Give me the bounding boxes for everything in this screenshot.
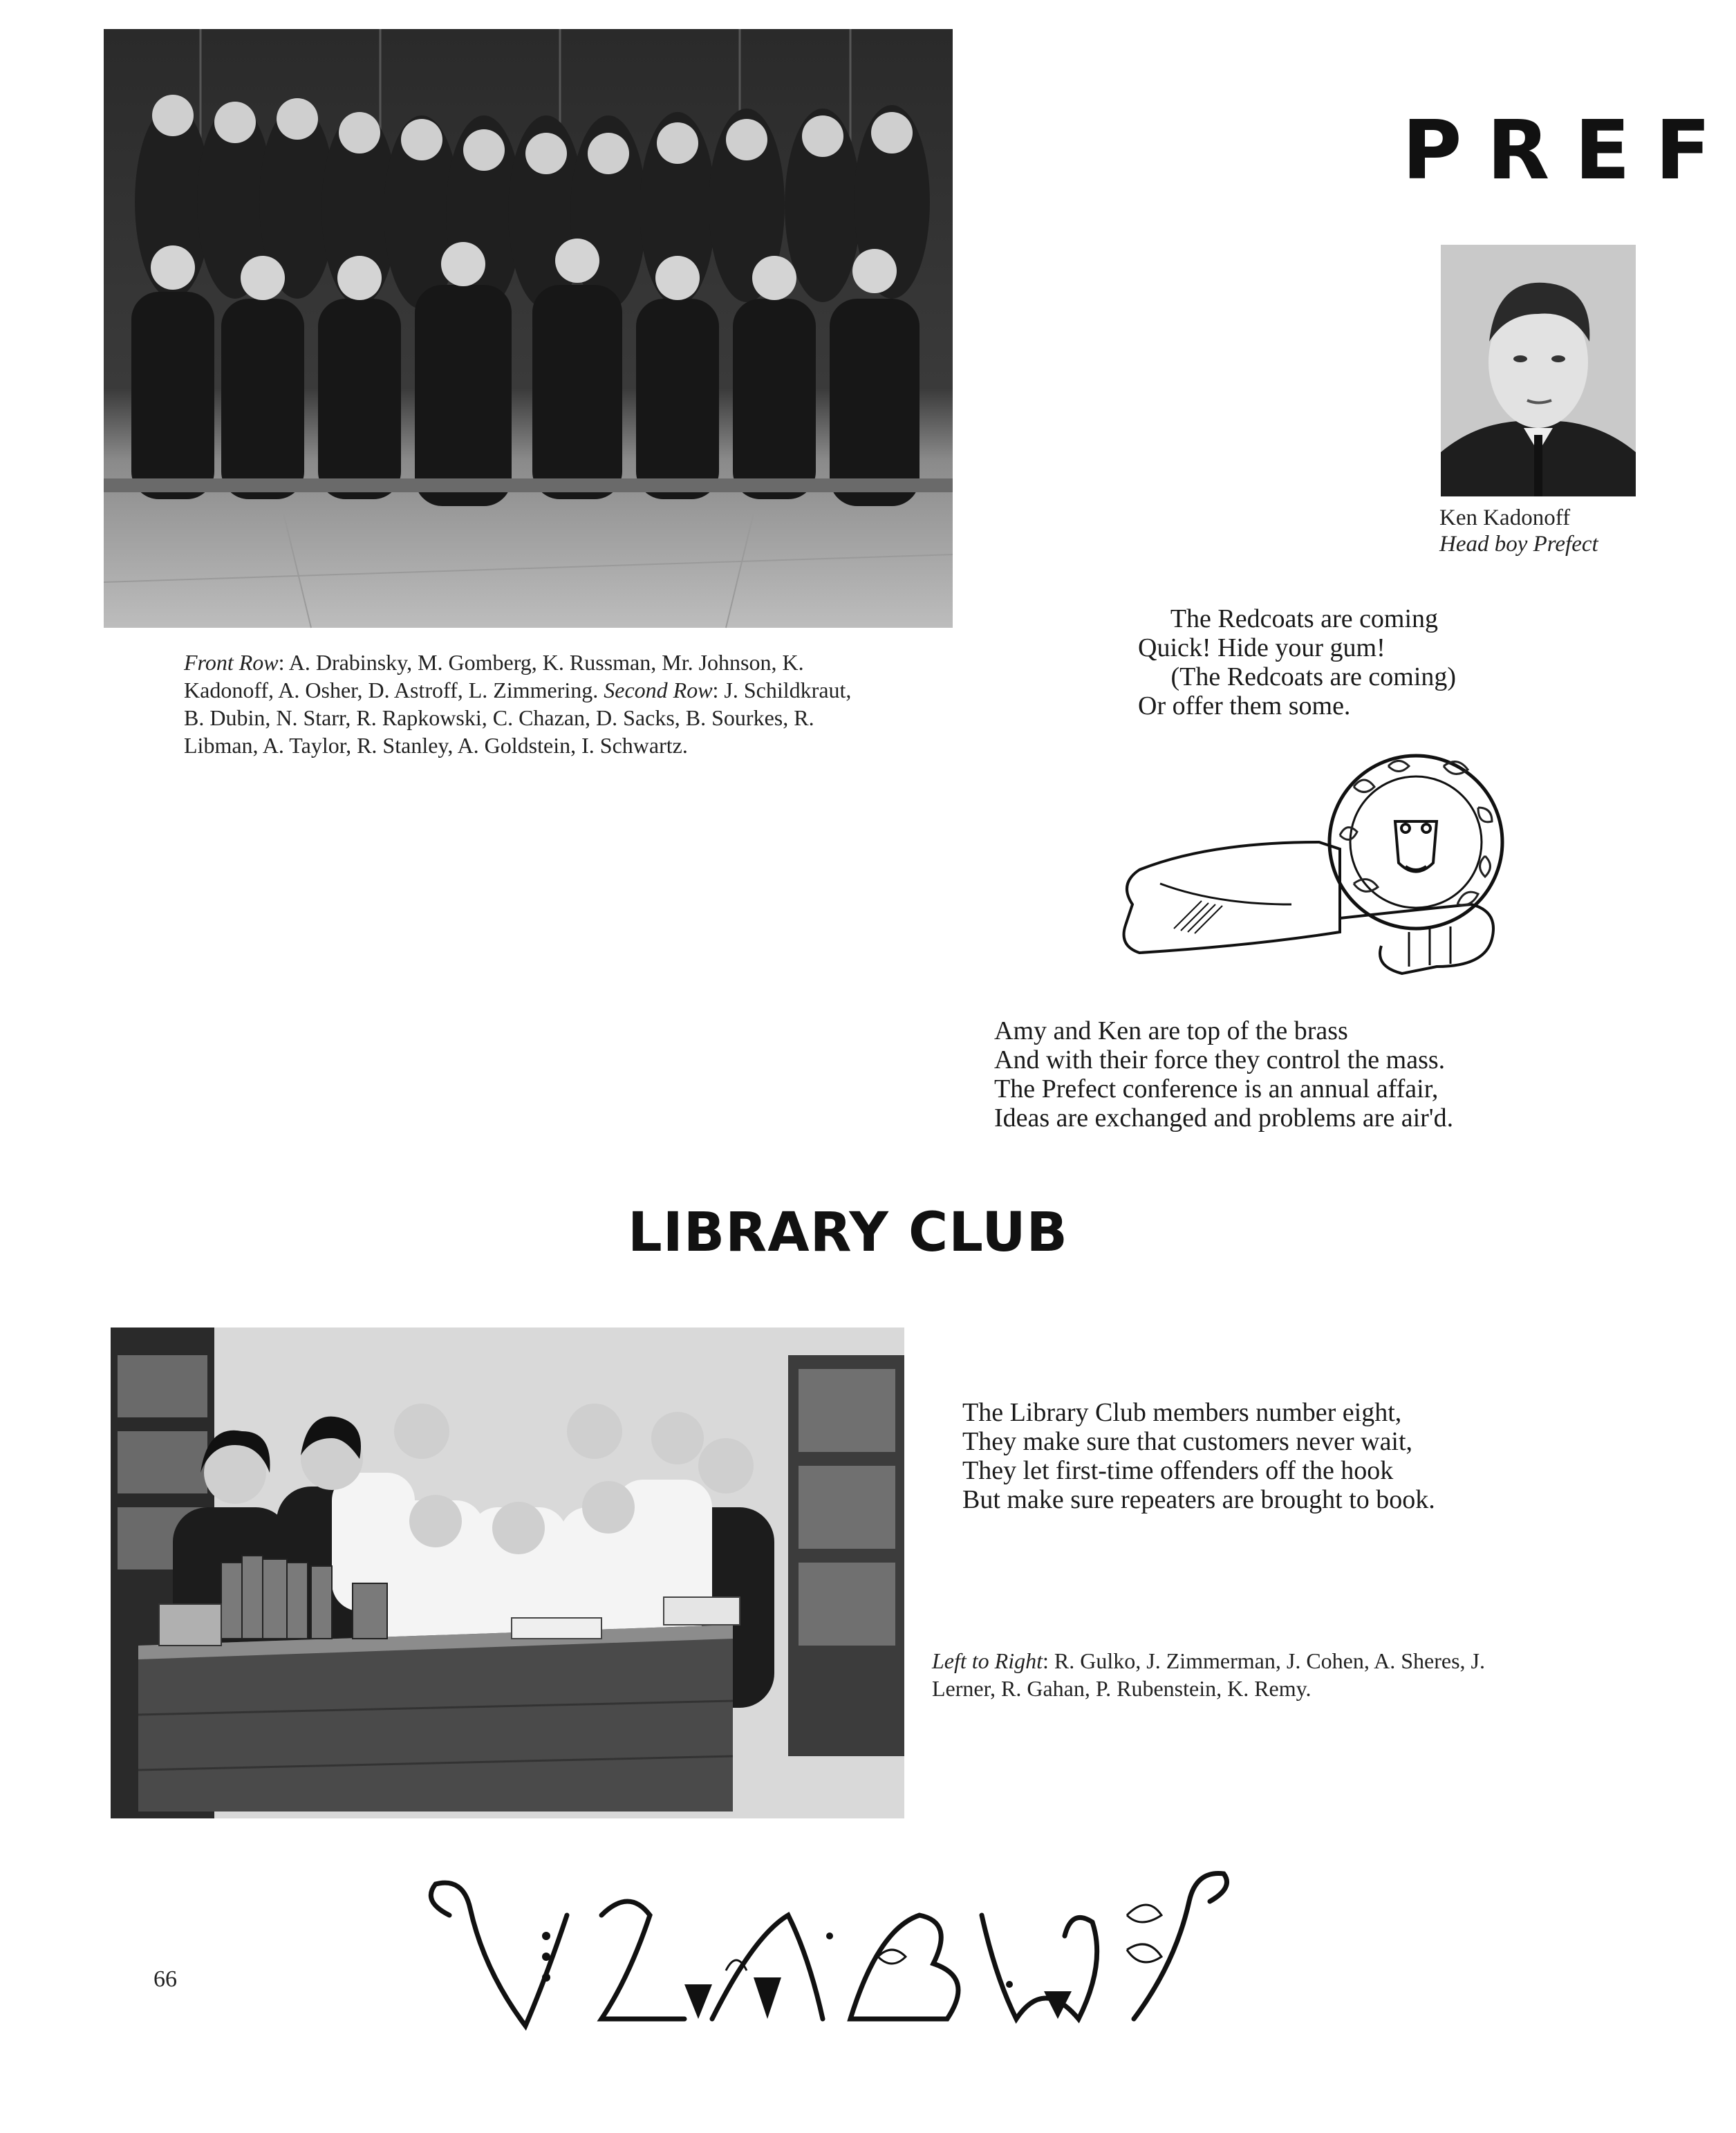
lion-illustration bbox=[1112, 745, 1506, 983]
second-row-label: Second Row bbox=[604, 678, 713, 702]
library-club-poem: The Library Club members number eight, They make sure that customers never wait, They let first-time offenders off the hook But make sure repeaters are brought to book. bbox=[962, 1398, 1435, 1514]
prefects-poem-2: Amy and Ken are top of the brass And with their force they control the mass. The Prefect conference is an annual affair, Ideas are exchanged and problems are air'd. bbox=[994, 1016, 1454, 1133]
prefects-caption bbox=[184, 649, 875, 759]
second-row-names: : J. Schildkraut, B. Dubin, N. Starr, R. Rapkowski, C. Chazan, D. Sacks, B. Sourkes, R. Libman, A. Taylor, R. Stanley, A. Goldstein, I. Schwartz. bbox=[184, 678, 852, 758]
library-club-caption bbox=[932, 1647, 1499, 1702]
page-number: 66 bbox=[153, 1966, 177, 1992]
library-club-names: : R. Gulko, J. Zimmerman, J. Cohen, A. Sheres, J. Lerner, R. Gahan, P. Rubenstein, K. Remy. bbox=[932, 1648, 1485, 1701]
section-title-library-club: LIBRARY CLUB bbox=[628, 1202, 1068, 1264]
left-to-right-label: Left to Right bbox=[932, 1648, 1043, 1673]
prefects-poem-1: The Redcoats are coming Quick! Hide your gum! (The Redcoats are coming) Or offer them some. bbox=[1138, 604, 1457, 720]
decorative-ornament bbox=[422, 1874, 1238, 2040]
library-club-photo bbox=[111, 1328, 904, 1818]
head-boy-name: Ken Kadonoff bbox=[1439, 505, 1571, 530]
front-row-names: : A. Drabinsky, M. Gomberg, K. Russman, Mr. Johnson, K. Kadonoff, A. Osher, D. Astroff, L. Zimmering. bbox=[184, 650, 804, 702]
section-title-prefects: PREF bbox=[1402, 102, 1736, 198]
head-boy-caption bbox=[1439, 505, 1647, 557]
front-row-label: Front Row bbox=[184, 650, 279, 675]
prefects-group-photo bbox=[104, 29, 953, 628]
head-boy-portrait bbox=[1441, 245, 1636, 496]
head-boy-role: Head boy Prefect bbox=[1439, 532, 1598, 557]
